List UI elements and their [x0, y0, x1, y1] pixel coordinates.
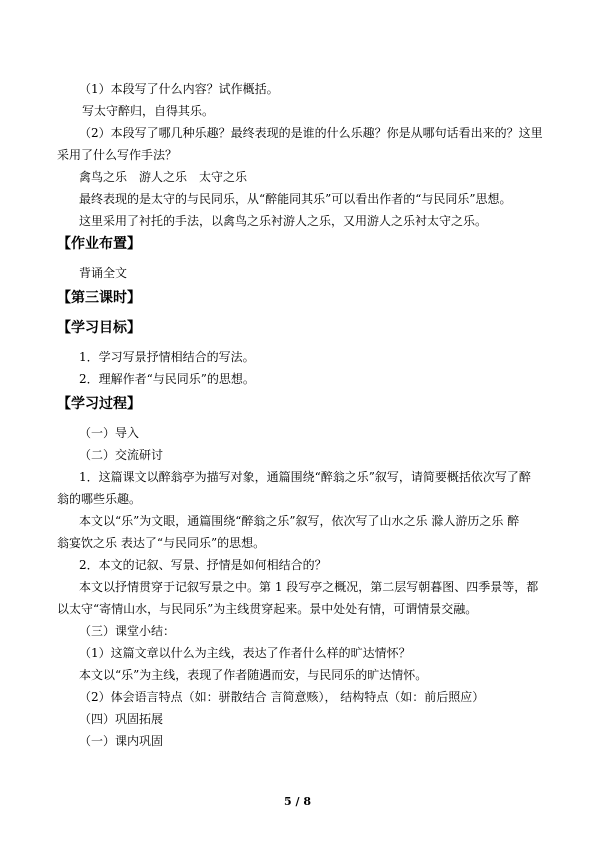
- heading-process: 【学习过程】: [57, 396, 141, 412]
- question-2-cont: 采用了什么写作手法？: [57, 148, 178, 162]
- discussion-q2: 2．本文的记叙、写景、抒情是如何相结合的？: [79, 558, 327, 572]
- answer-2-line: 最终表现的是太守的与民同乐，从“醉能同其乐”可以看出作者的“与民同乐”思想。: [79, 192, 512, 206]
- page-number: 5 / 8: [284, 795, 311, 808]
- answer-1: 写太守醉归，自得其乐。: [82, 104, 215, 118]
- discussion-q1: 1．这篇课文以醉翁亭为描写对象，通篇围绕“醉翁之乐”叙写，请简要概括依次写了醉: [79, 470, 531, 484]
- discussion-a1: 本文以“乐”为文眼，通篇围绕“醉翁之乐”叙写，依次写了山水之乐 滁人游历之乐 醉: [79, 514, 520, 528]
- summary-q1: （1）这篇文章以什么为主线，表达了作者什么样的旷达情怀？: [79, 646, 411, 660]
- summary-q2: （2）体会语言特点（如：骈散结合 言简意赅）， 结构特点（如：前后照应）: [79, 690, 485, 704]
- discussion-a2-cont: 以太守“寄情山水，与民同乐”为主线贯穿起来。景中处处有情，可谓情景交融。: [57, 602, 478, 616]
- section-in-class: （一）课内巩固: [79, 734, 164, 748]
- section-consolidation: （四）巩固拓展: [79, 712, 164, 726]
- objective-item: 1．学习写景抒情相结合的写法。: [79, 350, 255, 364]
- section-discussion: （二）交流研讨: [79, 448, 164, 462]
- heading-objectives: 【学习目标】: [57, 320, 141, 336]
- question-2: （2）本段写了哪几种乐趣？最终表现的是谁的什么乐趣？你是从哪句话看出来的？这里: [79, 126, 543, 140]
- discussion-q1-cont: 翁的哪些乐趣。: [57, 492, 142, 506]
- answer-2-line: 这里采用了衬托的手法，以禽鸟之乐衬游人之乐，又用游人之乐衬太守之乐。: [79, 214, 488, 228]
- discussion-a1-cont: 翁宴饮之乐 表达了“与民同乐”的思想。: [57, 536, 266, 550]
- summary-a1: 本文以“乐”为主线，表现了作者随遇而安，与民同乐的旷达情怀。: [79, 668, 428, 682]
- section-summary: （三）课堂小结：: [79, 624, 176, 638]
- homework-text: 背诵全文: [79, 266, 128, 280]
- heading-homework: 【作业布置】: [57, 236, 141, 252]
- objective-item: 2．理解作者“与民同乐”的思想。: [79, 372, 255, 386]
- section-intro: （一）导入: [79, 426, 140, 440]
- question-1: （1）本段写了什么内容？试作概括。: [79, 82, 279, 96]
- answer-2-list: 禽鸟之乐 游人之乐 太守之乐: [79, 170, 248, 184]
- heading-third-lesson: 【第三课时】: [57, 290, 141, 306]
- discussion-a2: 本文以抒情贯穿于记叙写景之中。第 1 段写亭之概况，第二层写朝暮图、四季景等，都: [79, 580, 539, 594]
